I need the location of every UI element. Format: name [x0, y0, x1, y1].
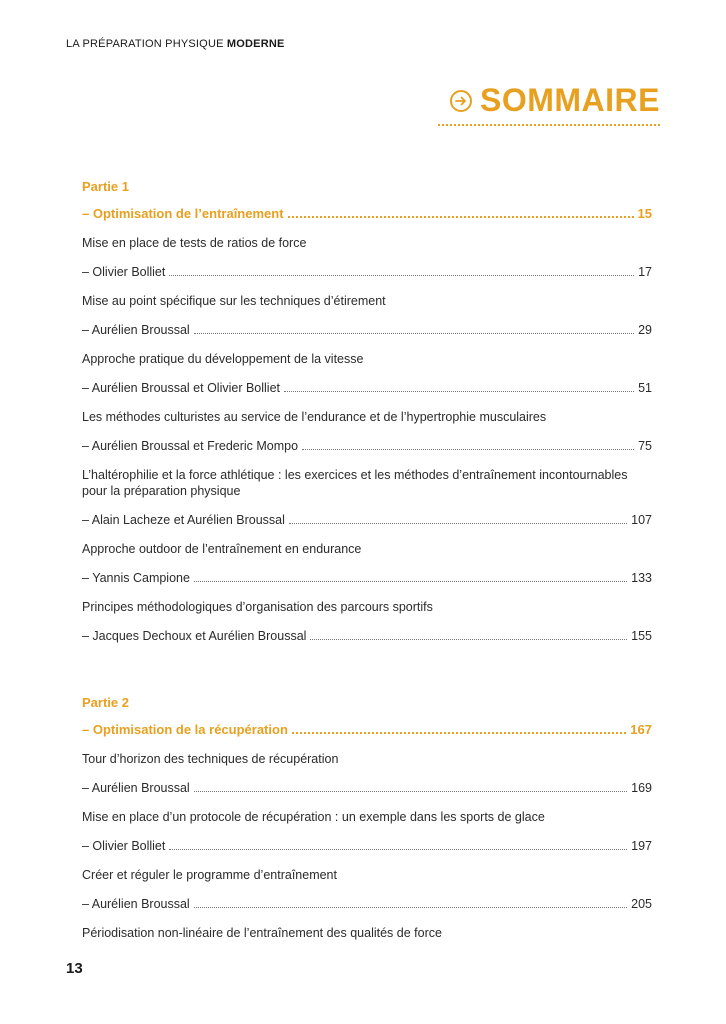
- dot-leader: [169, 849, 627, 850]
- dot-leader: [310, 639, 627, 640]
- title-underline: [438, 124, 660, 126]
- toc-entry-link[interactable]: [82, 380, 652, 396]
- dot-leader: [288, 216, 634, 218]
- entry-page: 107: [631, 513, 652, 527]
- entry-page: 169: [631, 781, 652, 795]
- running-head-regular: LA PRÉPARATION PHYSIQUE: [66, 38, 227, 50]
- entry-page: 29: [638, 323, 652, 337]
- toc-entry-link[interactable]: [82, 322, 652, 338]
- entry-title: Périodisation non-linéaire de l’entraînement des qualités de force: [82, 926, 442, 940]
- entry-title: Les méthodes culturistes au service de l’endurance et de l’hypertrophie musculaires: [82, 410, 547, 424]
- entry-author: – Olivier Bolliet: [82, 839, 166, 853]
- dot-leader: [194, 791, 627, 792]
- entry-page: 133: [631, 571, 652, 585]
- entry-page: 51: [638, 381, 652, 395]
- entry-title: L’haltérophilie et la force athlétique : les exercices et les méthodes d’entraînement incontournables pour la préparation physique: [82, 468, 628, 498]
- entry-author: – Jacques Dechoux et Aurélien Broussal: [82, 629, 307, 643]
- toc-entry-link[interactable]: [82, 264, 652, 280]
- dot-leader: [194, 581, 627, 582]
- dot-leader: [289, 523, 627, 524]
- toc-heading-link[interactable]: [82, 722, 652, 738]
- toc-heading-link[interactable]: [82, 206, 652, 222]
- heading-page: 15: [637, 206, 652, 221]
- entry-author: – Alain Lacheze et Aurélien Broussal: [82, 513, 285, 527]
- toc-entry-link[interactable]: [82, 780, 652, 796]
- toc-part-2: [82, 688, 652, 941]
- arrow-circle-icon: [450, 90, 472, 112]
- toc-entry-link[interactable]: [82, 438, 652, 454]
- entry-title: Approche pratique du développement de la vitesse: [82, 352, 364, 366]
- toc-entry-link[interactable]: [82, 570, 652, 586]
- heading-text: – Optimisation de la récupération: [82, 722, 288, 737]
- entry-author: – Aurélien Broussal: [82, 781, 190, 795]
- dot-leader: [194, 907, 627, 908]
- toc-entry-link[interactable]: [82, 628, 652, 644]
- entry-title: Créer et réguler le programme d’entraînement: [82, 868, 337, 882]
- entry-page: 75: [638, 439, 652, 453]
- entry-title: Mise en place d’un protocole de récupération : un exemple dans les sports de glace: [82, 810, 545, 824]
- entry-author: – Aurélien Broussal: [82, 897, 190, 911]
- entry-author: – Aurélien Broussal et Frederic Mompo: [82, 439, 299, 453]
- entry-page: 17: [638, 265, 652, 279]
- running-head-bold: MODERNE: [226, 38, 285, 50]
- entry-page: 155: [631, 629, 652, 643]
- dot-leader: [302, 449, 634, 450]
- entry-author: – Yannis Campione: [82, 571, 190, 585]
- entry-author: – Aurélien Broussal: [82, 323, 190, 337]
- entry-title: Approche outdoor de l’entraînement en endurance: [82, 542, 362, 556]
- dot-leader: [194, 333, 634, 334]
- part-label: Partie 1: [82, 179, 129, 194]
- dot-leader: [292, 732, 626, 734]
- heading-text: – Optimisation de l’entraînement: [82, 206, 284, 221]
- entry-title: Principes méthodologiques d’organisation des parcours sportifs: [82, 600, 433, 614]
- entry-page: 197: [631, 839, 652, 853]
- title-text: SOMMAIRE: [480, 82, 660, 118]
- entry-author: – Olivier Bolliet: [82, 265, 166, 279]
- entry-page: 205: [631, 897, 652, 911]
- dot-leader: [169, 275, 634, 276]
- entry-title: Tour d’horizon des techniques de récupération: [82, 752, 339, 766]
- toc-entry-link[interactable]: [82, 512, 652, 528]
- toc-entry-link[interactable]: [82, 838, 652, 854]
- entry-author: – Aurélien Broussal et Olivier Bolliet: [82, 381, 281, 395]
- page-number: 13: [66, 960, 83, 977]
- entry-title: Mise au point spécifique sur les techniques d’étirement: [82, 294, 386, 308]
- running-head: [66, 38, 285, 50]
- page-title: [450, 82, 660, 119]
- heading-page: 167: [630, 722, 652, 737]
- part-label: Partie 2: [82, 695, 129, 710]
- toc-entry-link[interactable]: [82, 896, 652, 912]
- dot-leader: [284, 391, 634, 392]
- toc-part-1: [82, 172, 652, 644]
- entry-title: Mise en place de tests de ratios de force: [82, 236, 307, 250]
